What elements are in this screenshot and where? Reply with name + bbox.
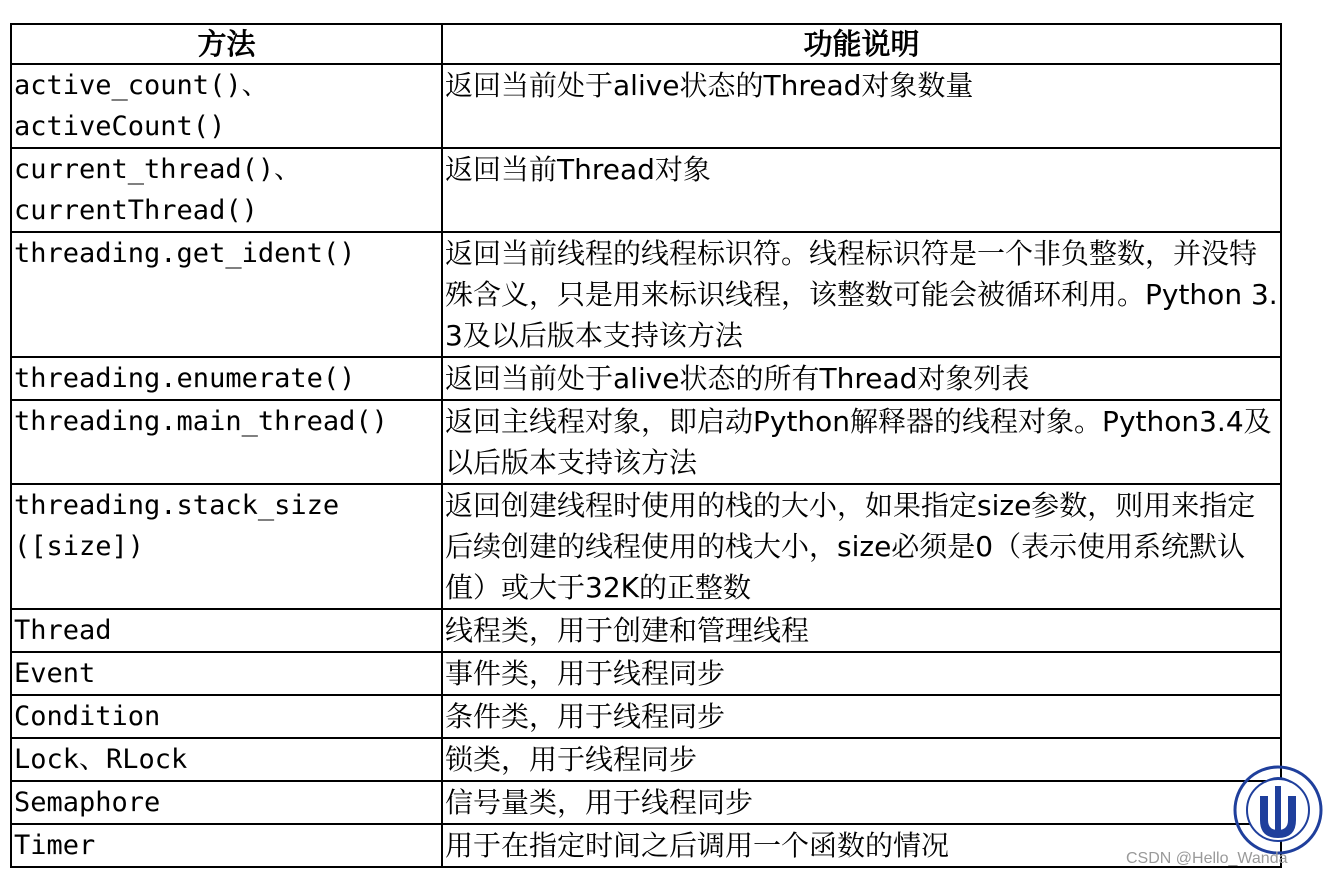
table-row bbox=[11, 652, 1281, 695]
table-row bbox=[11, 695, 1281, 738]
table-header-row bbox=[11, 24, 1281, 64]
methods-table-container bbox=[10, 23, 1280, 868]
description-cell: 条件类，用于线程同步 bbox=[442, 695, 1281, 738]
header-description: 功能说明 bbox=[442, 24, 1281, 64]
description-cell: 返回主线程对象，即启动Python解释器的线程对象。Python3.4及以后版本支持该方法 bbox=[442, 400, 1281, 484]
table-row bbox=[11, 400, 1281, 484]
table-row bbox=[11, 64, 1281, 148]
table-row bbox=[11, 148, 1281, 232]
method-cell: Condition bbox=[11, 695, 442, 738]
description-cell: 返回当前Thread对象 bbox=[442, 148, 1281, 232]
table-row bbox=[11, 824, 1281, 867]
method-cell: Timer bbox=[11, 824, 442, 867]
table-row bbox=[11, 738, 1281, 781]
method-cell: Event bbox=[11, 652, 442, 695]
description-cell: 锁类，用于线程同步 bbox=[442, 738, 1281, 781]
table-row bbox=[11, 484, 1281, 609]
method-cell: Semaphore bbox=[11, 781, 442, 824]
method-cell: threading.stack_size ([size]) bbox=[11, 484, 442, 609]
description-cell: 返回当前处于alive状态的Thread对象数量 bbox=[442, 64, 1281, 148]
table-row bbox=[11, 609, 1281, 652]
description-cell: 线程类，用于创建和管理线程 bbox=[442, 609, 1281, 652]
method-cell: threading.get_ident() bbox=[11, 232, 442, 357]
description-cell: 信号量类，用于线程同步 bbox=[442, 781, 1281, 824]
threading-methods-table bbox=[10, 23, 1282, 868]
description-cell: 事件类，用于线程同步 bbox=[442, 652, 1281, 695]
csdn-watermark: CSDN @Hello_Wanda bbox=[1126, 850, 1288, 867]
method-cell: active_count()、 activeCount() bbox=[11, 64, 442, 148]
method-cell: threading.enumerate() bbox=[11, 357, 442, 400]
description-cell: 用于在指定时间之后调用一个函数的情况 bbox=[442, 824, 1281, 867]
shanghai-university-logo-icon bbox=[1232, 760, 1324, 860]
method-cell: threading.main_thread() bbox=[11, 400, 442, 484]
description-cell: 返回当前处于alive状态的所有Thread对象列表 bbox=[442, 357, 1281, 400]
header-method: 方法 bbox=[11, 24, 442, 64]
table-row bbox=[11, 357, 1281, 400]
method-cell: Lock、RLock bbox=[11, 738, 442, 781]
description-cell: 返回创建线程时使用的栈的大小，如果指定size参数，则用来指定后续创建的线程使用的栈大小，size必须是0（表示使用系统默认值）或大于32K的正整数 bbox=[442, 484, 1281, 609]
method-cell: current_thread()、 currentThread() bbox=[11, 148, 442, 232]
method-cell: Thread bbox=[11, 609, 442, 652]
table-row bbox=[11, 232, 1281, 357]
table-row bbox=[11, 781, 1281, 824]
description-cell: 返回当前线程的线程标识符。线程标识符是一个非负整数，并没特殊含义，只是用来标识线程，该整数可能会被循环利用。Python 3.3及以后版本支持该方法 bbox=[442, 232, 1281, 357]
